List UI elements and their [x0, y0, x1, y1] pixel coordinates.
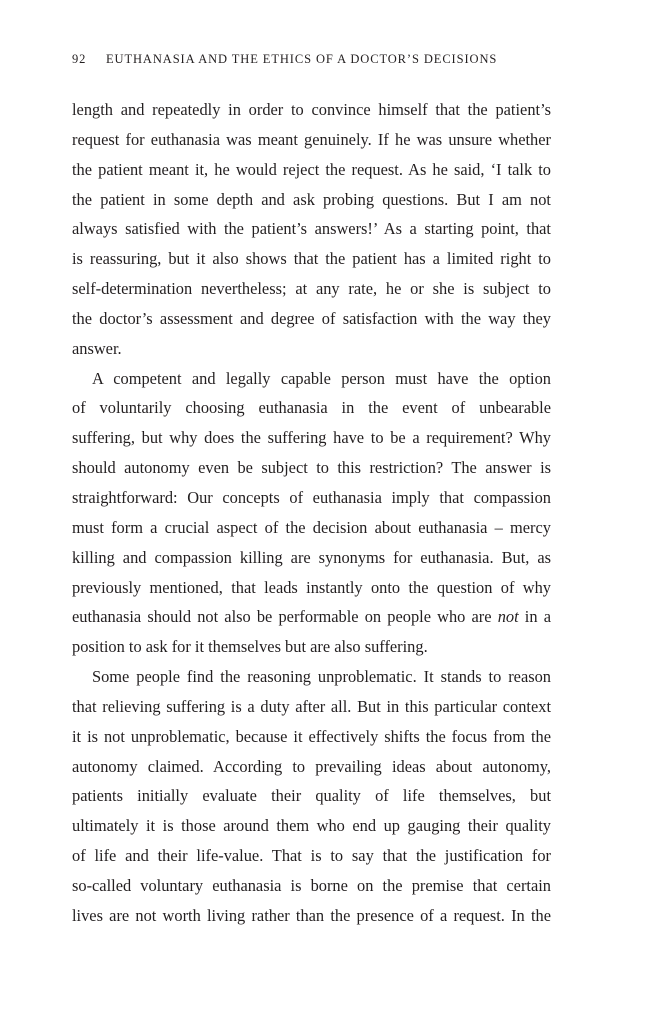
text-line: length and repeatedly in order to convince himself that the patient’s: [72, 100, 551, 119]
text-line: autonomy claimed. According to prevailing ideas about autonomy,: [72, 756, 551, 776]
text-line: of life and their life-value. That is to say that the justification for: [72, 846, 551, 866]
text-line: straightforward: Our concepts of euthanasia imply that compassion: [72, 487, 551, 507]
running-head: [72, 52, 551, 67]
text-line: is reassuring, but it also shows that the patient has a limited right to: [72, 249, 551, 269]
text-line: the patient in some depth and ask probing questions. But I am not: [72, 189, 551, 209]
text-line: previously mentioned, that leads instantly onto the question of why: [72, 577, 551, 597]
text-segment: euthanasia should not also be performable on people who are: [72, 607, 498, 627]
text-line: patients initially evaluate their quality of life themselves, but: [72, 786, 551, 806]
text-line: self-determination nevertheless; at any rate, he or she is subject to: [72, 279, 551, 299]
text-line: A competent and legally capable person must have the option: [92, 368, 551, 388]
italic-word: not: [497, 607, 519, 627]
text-line: so-called voluntary euthanasia is borne on the premise that certain: [72, 875, 551, 895]
paragraph-3: [72, 662, 551, 931]
text-line: suffering, but why does the suffering have to be a requirement? Why: [72, 428, 551, 448]
paragraph-1: [72, 95, 551, 364]
text-line: request for euthanasia was meant genuinely. If he was unsure whether: [72, 129, 551, 149]
text-line: answer.: [72, 338, 122, 358]
paragraph-2: [72, 364, 551, 662]
running-head-title: EUTHANASIA AND THE ETHICS OF A DOCTOR’S DECISIONS: [106, 52, 498, 66]
text-line: that relieving suffering is a duty after all. But in this particular context: [72, 696, 551, 716]
text-line: lives are not worth living rather than the presence of a request. In the: [72, 905, 551, 925]
text-line: it is not unproblematic, because it effectively shifts the focus from the: [72, 726, 551, 746]
book-page: [72, 0, 551, 1017]
text-line: the doctor’s assessment and degree of satisfaction with the way they: [72, 308, 551, 328]
body-text: [72, 95, 551, 931]
text-line: killing and compassion killing are synonyms for euthanasia. But, as: [72, 547, 551, 567]
text-line-with-italic: [72, 602, 551, 632]
text-line: Some people find the reasoning unproblematic. It stands to reason: [92, 667, 551, 687]
page-number: 92: [72, 52, 87, 66]
text-line: ultimately it is those around them who end up gauging their quality: [72, 816, 551, 836]
text-line: should autonomy even be subject to this restriction? The answer is: [72, 458, 551, 478]
text-line: the patient meant it, he would reject the request. As he said, ‘I talk to: [72, 159, 551, 179]
text-line: must form a crucial aspect of the decision about euthanasia – mercy: [72, 517, 551, 537]
text-line: of voluntarily choosing euthanasia in the event of unbearable: [72, 398, 551, 418]
text-line: always satisfied with the patient’s answers!’ As a starting point, that: [72, 219, 551, 239]
text-segment: in a: [518, 607, 551, 627]
text-line: position to ask for it themselves but are also suffering.: [72, 637, 428, 657]
